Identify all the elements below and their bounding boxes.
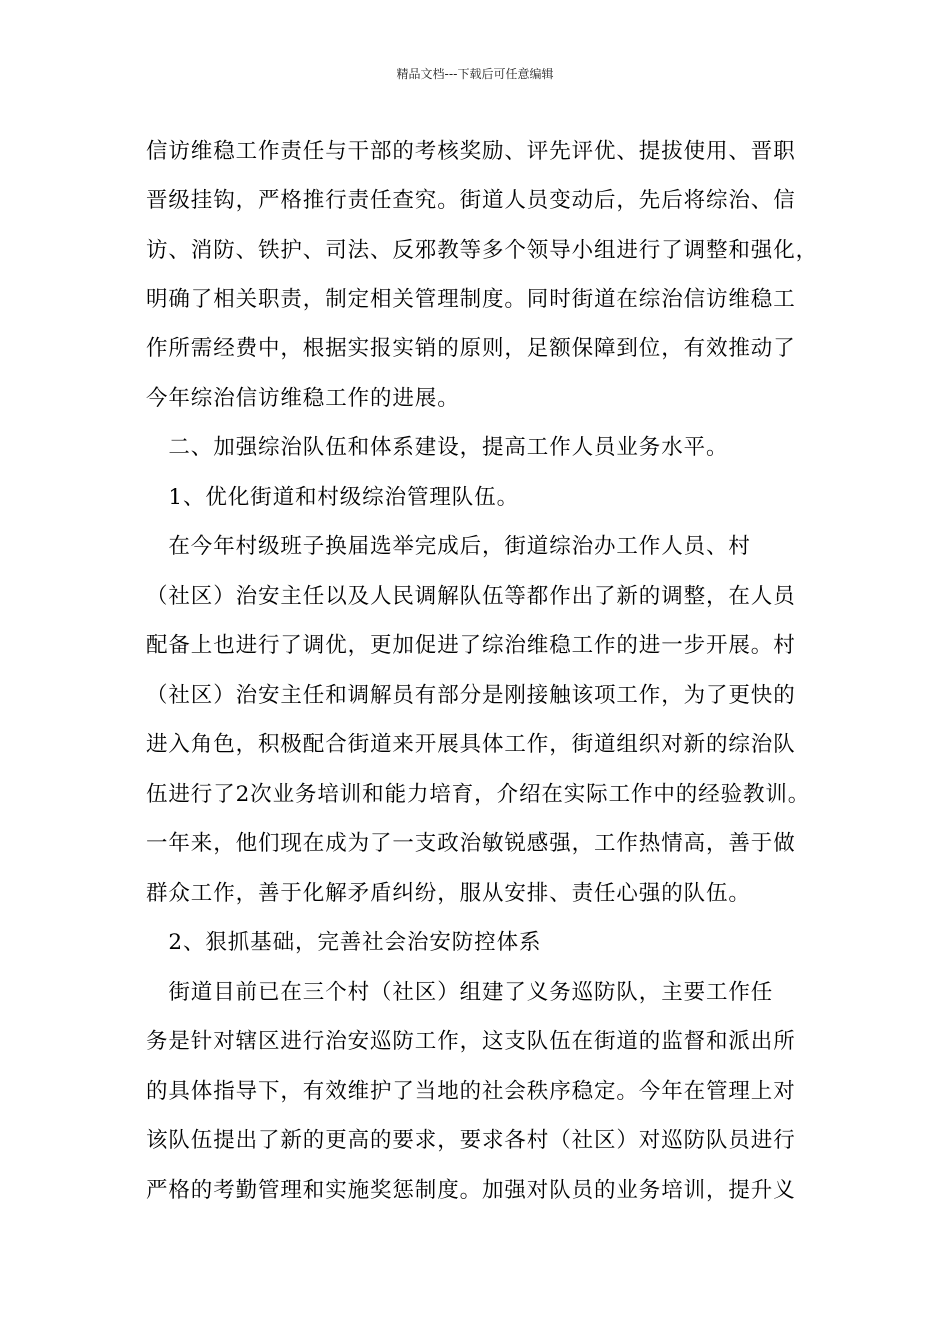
text-line: 配备上也进行了调优，更加促进了综治维稳工作的进一步开展。村 — [146, 633, 796, 658]
text-line: 今年综治信访维稳工作的进展。 — [146, 386, 460, 411]
text-line: 街道目前已在三个村（社区）组建了义务巡防队，主要工作任 — [146, 980, 774, 1005]
text-line: 严格的考勤管理和实施奖惩制度。加强对队员的业务培训，提升义 — [146, 1178, 796, 1203]
text-line: 信访维稳工作责任与干部的考核奖励、评先评优、提拔使用、晋职 — [146, 139, 796, 164]
text-line: 伍进行了2次业务培训和能力培育，介绍在实际工作中的经验教训。 — [146, 782, 811, 807]
section-heading: 二、加强综治队伍和体系建设，提高工作人员业务水平。 — [146, 435, 729, 460]
text-line: 群众工作，善于化解矛盾纠纷，服从安排、责任心强的队伍。 — [146, 881, 751, 906]
text-line: 的具体指导下，有效维护了当地的社会秩序稳定。今年在管理上对 — [146, 1079, 796, 1104]
text-line: 该队伍提出了新的更高的要求，要求各村（社区）对巡防队员进行 — [146, 1128, 796, 1153]
text-line: 作所需经费中，根据实报实销的原则，足额保障到位，有效推动了 — [146, 336, 796, 361]
text-line: 进入角色，积极配合街道来开展具体工作，街道组织对新的综治队 — [146, 732, 796, 757]
subsection-heading: 1、优化街道和村级综治管理队伍。 — [146, 485, 519, 510]
text-line: 明确了相关职责，制定相关管理制度。同时街道在综治信访维稳工 — [146, 287, 796, 312]
page-header: 精品文档---下载后可任意编辑 — [396, 67, 554, 81]
text-line: 务是针对辖区进行治安巡防工作，这支队伍在街道的监督和派出所 — [146, 1029, 796, 1054]
text-line: 在今年村级班子换届选举完成后，街道综治办工作人员、村 — [146, 534, 751, 559]
text-line: （社区）治安主任和调解员有部分是刚接触该项工作，为了更快的 — [146, 683, 796, 708]
subsection-heading: 2、狠抓基础，完善社会治安防控体系 — [146, 930, 542, 955]
text-line: 访、消防、铁护、司法、反邪教等多个领导小组进行了调整和强化， — [146, 238, 819, 263]
text-line: 晋级挂钩，严格推行责任查究。街道人员变动后，先后将综治、信 — [146, 188, 796, 213]
text-line: 一年来，他们现在成为了一支政治敏锐感强，工作热情高，善于做 — [146, 831, 796, 856]
text-line: （社区）治安主任以及人民调解队伍等都作出了新的调整，在人员 — [146, 584, 796, 609]
